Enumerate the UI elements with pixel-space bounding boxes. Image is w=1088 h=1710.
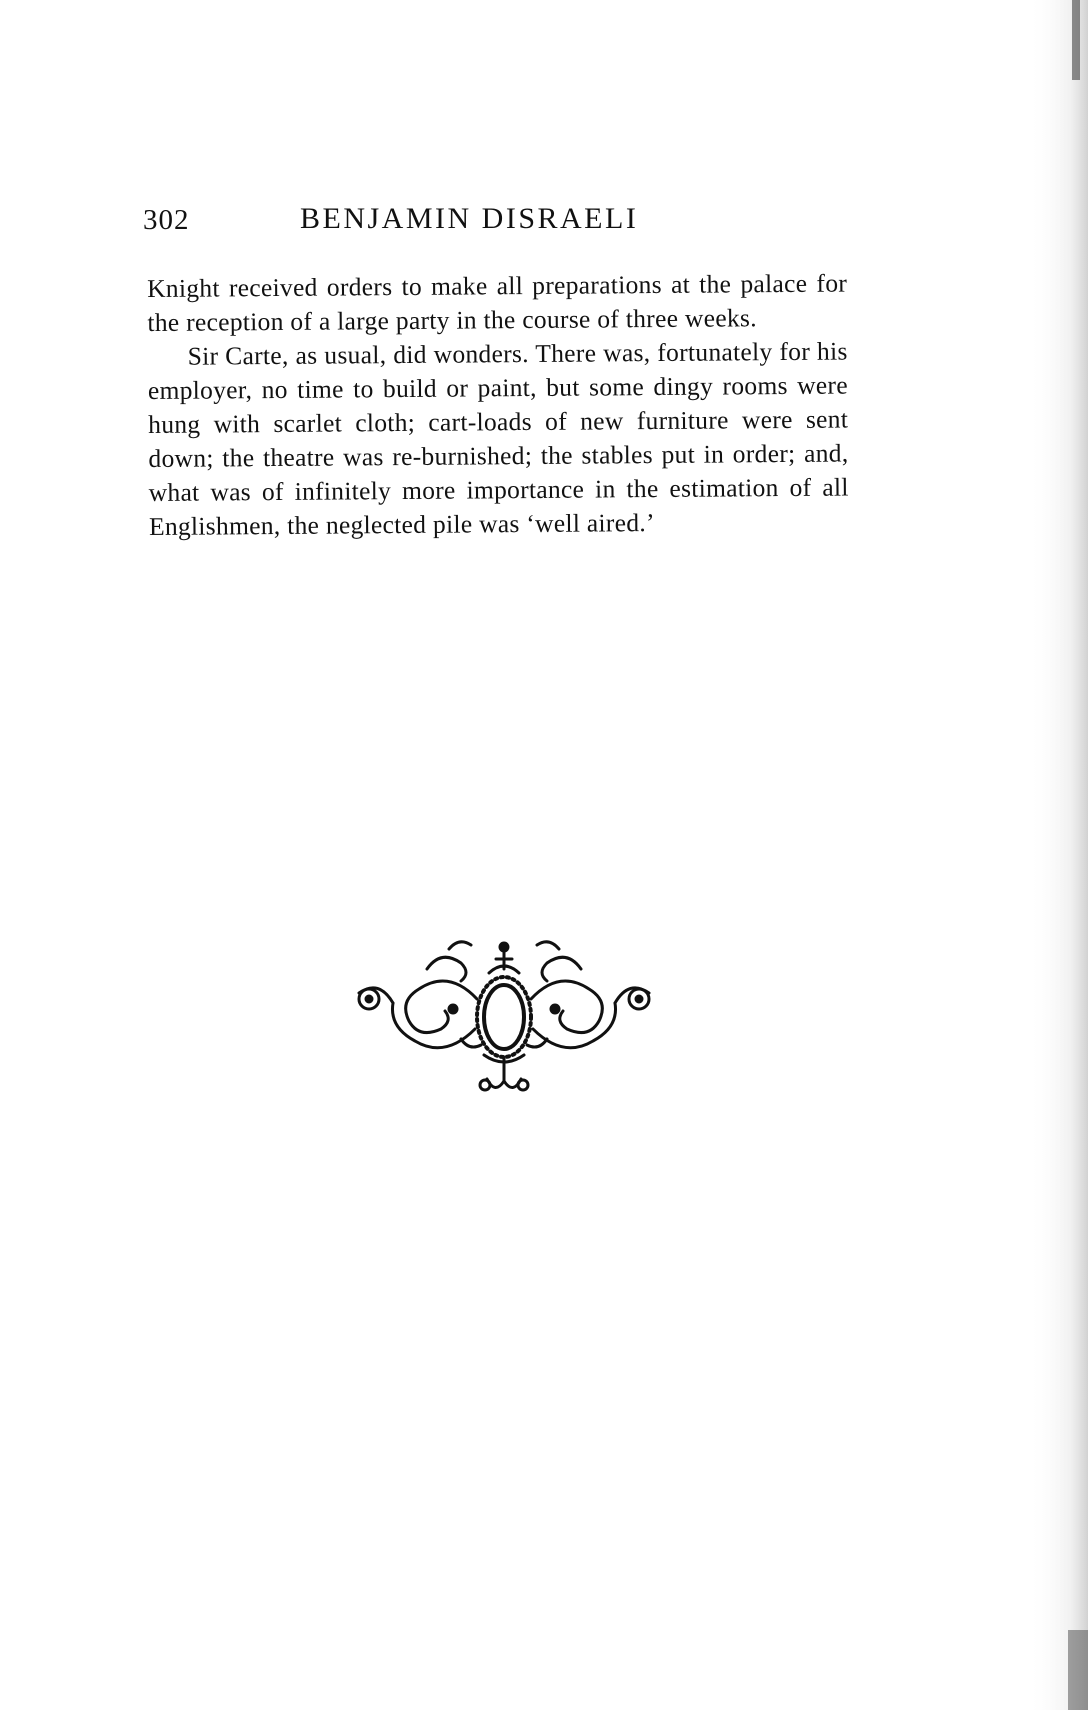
body-text [147,267,849,544]
page-edge-shadow [1028,0,1088,1710]
tailpiece-ornament-icon [349,929,659,1099]
running-head [143,204,843,244]
paragraph-1: Knight received orders to make all preparations at the palace for the reception of a large party in the course of three weeks. [147,268,848,337]
running-title: BENJAMIN DISRAELI [300,202,639,235]
page-number: 302 [143,204,190,236]
paragraph-2: Sir Carte, as usual, did wonders. There was, fortunately for his employer, no time to build or paint, but some dingy rooms were hung with scarlet cloth; cart-loads of new furniture were sent down; the theatre was re-burnished; the stables put in order; and, what was of infinitely more importance in the estimation of all Englishmen, the neglected pile was ‘well aired.’ [147,336,849,541]
